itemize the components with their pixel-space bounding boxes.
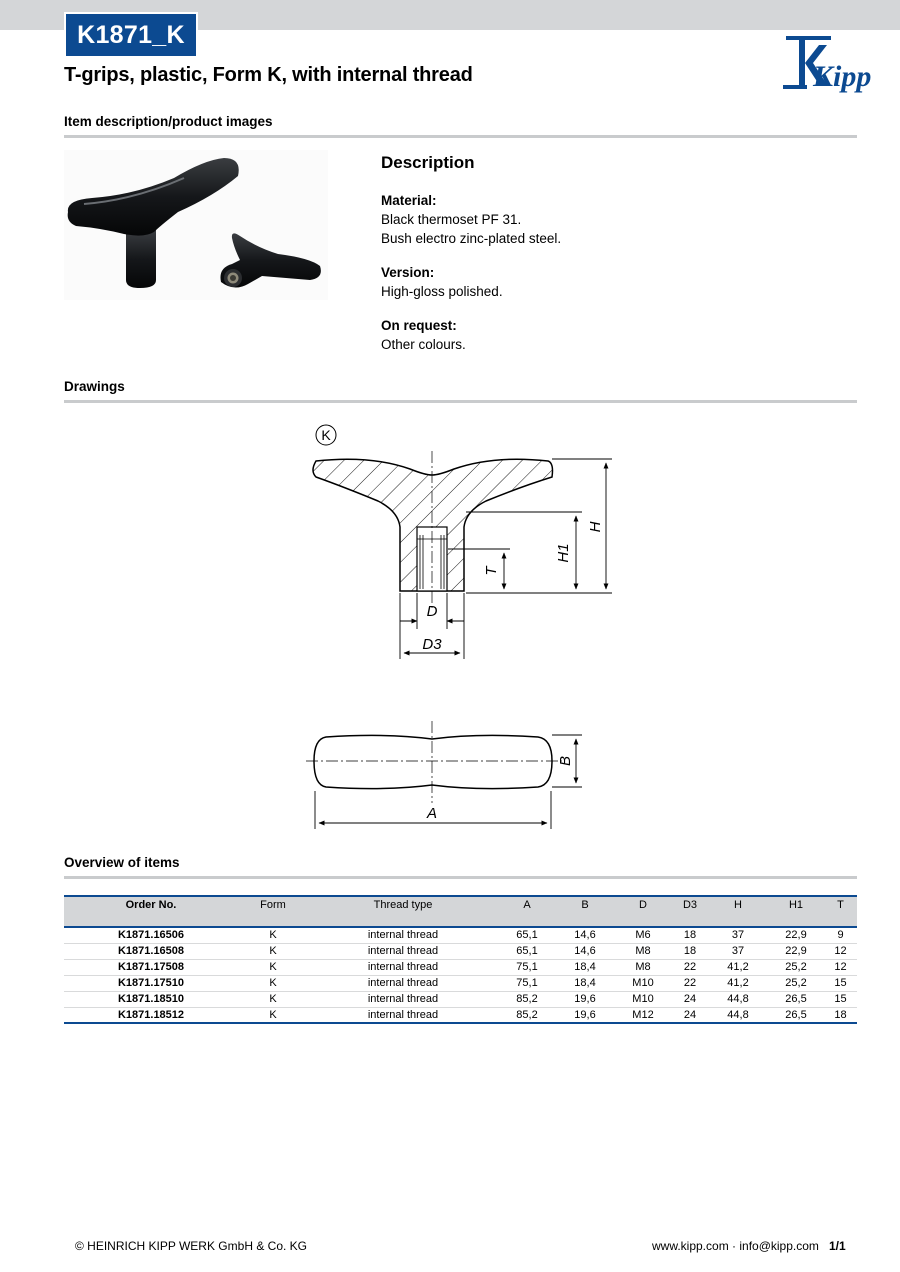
col-d3: D3 [672,896,708,927]
dim-label-a: A [426,805,438,822]
version-block [381,263,851,301]
col-form: Form [238,896,308,927]
h-cell: 41,2 [708,959,768,975]
a-cell: 75,1 [498,959,556,975]
logo-text: Kipp [813,60,872,93]
d3-cell: 18 [672,927,708,943]
table-row [64,991,857,1007]
d3-cell: 22 [672,975,708,991]
form-cell: K [238,959,308,975]
d-cell: M8 [614,943,672,959]
t-cell: 12 [824,943,857,959]
section-item-description: Item description/product images [64,114,857,138]
h1-cell: 25,2 [768,959,824,975]
material-line-1: Black thermoset PF 31. [381,212,522,227]
description-panel [381,153,851,369]
table-row [64,927,857,943]
material-block [381,191,851,248]
a-cell: 65,1 [498,927,556,943]
a-cell: 85,2 [498,1007,556,1023]
d-cell: M10 [614,991,672,1007]
items-table [64,895,857,1024]
h1-cell: 26,5 [768,1007,824,1023]
form-cell: K [238,943,308,959]
product-code: K1871_K [66,14,196,56]
form-cell: K [238,975,308,991]
product-photo [64,150,328,300]
table-row [64,1007,857,1023]
d-cell: M6 [614,927,672,943]
section-drawings: Drawings [64,379,857,403]
product-code-badge [64,12,198,58]
d-cell: M12 [614,1007,672,1023]
table-row [64,959,857,975]
b-cell: 14,6 [556,943,614,959]
h-cell: 44,8 [708,1007,768,1023]
request-text: Other colours. [381,337,466,352]
col-b: B [556,896,614,927]
thread-cell: internal thread [308,991,498,1007]
table-row [64,975,857,991]
version-label: Version: [381,265,435,280]
d3-cell: 18 [672,943,708,959]
material-line-2: Bush electro zinc-plated steel. [381,231,562,246]
col-h: H [708,896,768,927]
dim-label-h: H [587,521,604,533]
h-cell: 37 [708,943,768,959]
t-cell: 12 [824,959,857,975]
request-block [381,316,851,354]
description-title: Description [381,153,475,172]
a-cell: 85,2 [498,991,556,1007]
d-cell: M10 [614,975,672,991]
d3-cell: 22 [672,959,708,975]
thread-cell: internal thread [308,927,498,943]
d-cell: M8 [614,959,672,975]
table-header-row [64,896,857,927]
b-cell: 19,6 [556,1007,614,1023]
order-no-cell: K1871.17510 [64,975,238,991]
form-cell: K [238,991,308,1007]
col-d: D [614,896,672,927]
dim-label-d3: D3 [422,636,442,653]
t-cell: 9 [824,927,857,943]
page-title: T-grips, plastic, Form K, with internal thread [64,64,473,86]
thread-cell: internal thread [308,943,498,959]
dim-label-d: D [426,603,438,620]
t-cell: 15 [824,991,857,1007]
footer-copyright: © HEINRICH KIPP WERK GmbH & Co. KG [75,1239,307,1253]
d3-cell: 24 [672,1007,708,1023]
t-cell: 18 [824,1007,857,1023]
thread-cell: internal thread [308,1007,498,1023]
col-t: T [824,896,857,927]
request-label: On request: [381,318,457,333]
h1-cell: 26,5 [768,991,824,1007]
order-no-cell: K1871.18510 [64,991,238,1007]
section-overview: Overview of items [64,855,857,879]
a-cell: 65,1 [498,943,556,959]
material-label: Material: [381,193,437,208]
a-cell: 75,1 [498,975,556,991]
b-cell: 18,4 [556,975,614,991]
b-cell: 14,6 [556,927,614,943]
dim-label-t: T [483,566,500,576]
technical-drawing [290,415,630,835]
thread-cell: internal thread [308,959,498,975]
col-order-no: Order No. [64,896,238,927]
footer-contact[interactable]: www.kipp.com · info@kipp.com [652,1239,819,1253]
b-cell: 18,4 [556,959,614,975]
thread-cell: internal thread [308,975,498,991]
dim-label-h1: H1 [555,543,572,563]
footer-page-number: 1/1 [829,1239,846,1253]
order-no-cell: K1871.16508 [64,943,238,959]
h-cell: 44,8 [708,991,768,1007]
dim-label-b: B [557,755,574,767]
col-h1: H1 [768,896,824,927]
form-cell: K [238,1007,308,1023]
order-no-cell: K1871.18512 [64,1007,238,1023]
col-a: A [498,896,556,927]
h1-cell: 22,9 [768,927,824,943]
h-cell: 37 [708,927,768,943]
version-text: High-gloss polished. [381,284,503,299]
h1-cell: 22,9 [768,943,824,959]
b-cell: 19,6 [556,991,614,1007]
order-no-cell: K1871.17508 [64,959,238,975]
kipp-logo [783,36,872,93]
d3-cell: 24 [672,991,708,1007]
table-row [64,943,857,959]
h1-cell: 25,2 [768,975,824,991]
order-no-cell: K1871.16506 [64,927,238,943]
h-cell: 41,2 [708,975,768,991]
t-cell: 15 [824,975,857,991]
form-cell: K [238,927,308,943]
col-thread-type: Thread type [308,896,498,927]
form-label: K [321,427,331,443]
